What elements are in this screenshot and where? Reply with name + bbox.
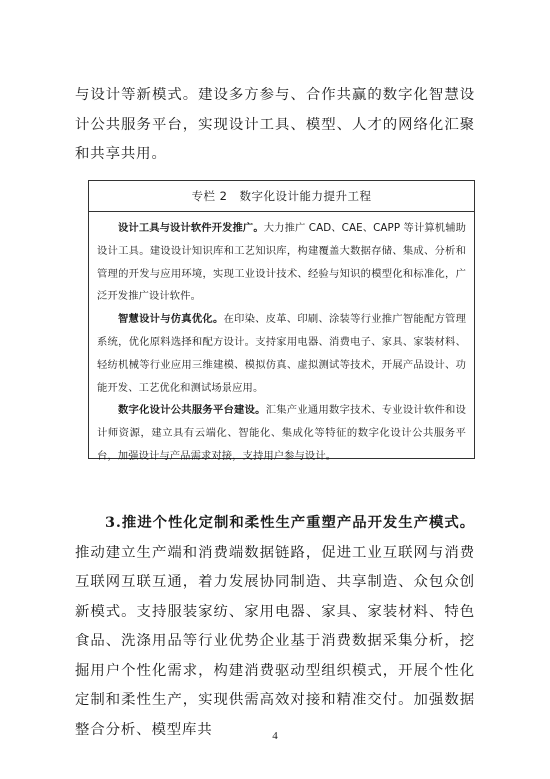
feature-box — [88, 180, 475, 462]
item-heading: 数字化设计公共服务平台建设。 — [118, 404, 266, 417]
section-body: 推动建立生产端和消费端数据链路，促进工业互联网与消费互联网互联互通，着力发展协同制造、共享制造、众包众创新模式。支持服装家纺、家用电器、家具、家装材料、特色食品、洗涤用品等行业优势企业基于消费数据采集分析，挖掘用户个性化需求，构建消费驱动型组织模式，开展个性化定制和柔性生产，实现供需高效对接和精准交付。加强数据整合分析、模型库共 — [75, 544, 475, 738]
item-body: 大力推广 CAD、CAE、CAPP 等计算机辅助设计工具。建设设计知识库和工艺知识库，构建覆盖大数据存储、集成、分析和管理的开发与应用环境，实现工业设计技术、经验与知识的模型化和标准化，广泛开发推广设计软件。 — [97, 222, 467, 303]
item-heading: 智慧设计与仿真优化。 — [118, 313, 224, 326]
box-title: 专栏 2 数字化设计能力提升工程 — [89, 181, 474, 212]
item-heading: 设计工具与设计软件开发推广。 — [118, 222, 264, 234]
page-number: 4 — [272, 730, 278, 742]
box-item-smart-design — [97, 308, 466, 399]
item-body: 汇集产业通用数字技术、专业设计软件和设计师资源，建立具有云端化、智能化、集成化等特征的数字化设计公共服务平台，加强设计与产品需求对接，支持用户参与设计。 — [97, 404, 466, 462]
box-body — [89, 212, 474, 468]
box-item-design-tools — [97, 217, 466, 308]
item-body: 在印染、皮革、印刷、涂装等行业推广智能配方管理系统，优化原料选择和配方设计。支持家用电器、消费电子、家具、家装材料、轻纺机械等行业应用三维建模、模拟仿真、虚拟测试等技术，开展产品设计、功能开发、工艺优化和测试场景应用。 — [97, 313, 466, 394]
section-heading: 3.推进个性化定制和柔性生产重塑产品开发生产模式。 — [105, 514, 475, 531]
intro-paragraph: 与设计等新模式。建设多方参与、合作共赢的数字化智慧设计公共服务平台，实现设计工具、模型、人才的网络化汇聚和共享共用。 — [75, 87, 475, 162]
section-paragraph — [75, 508, 475, 745]
box-item-platform — [97, 399, 466, 467]
